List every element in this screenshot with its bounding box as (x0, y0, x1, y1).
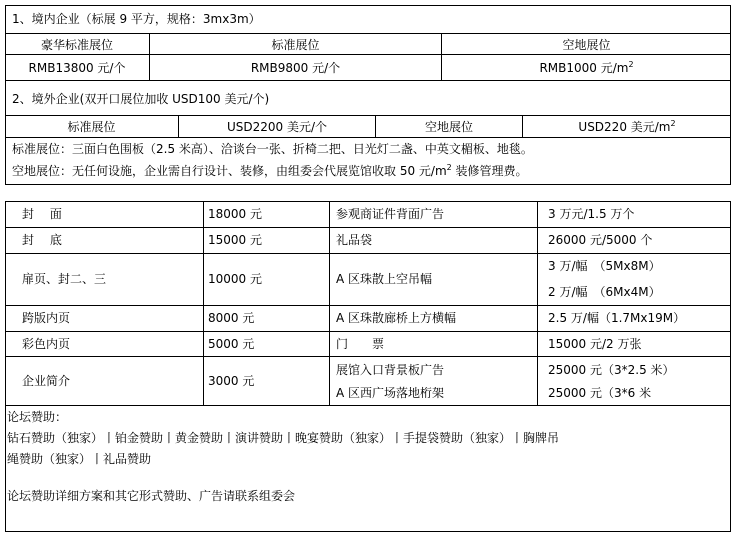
ad-item-color-page: 彩色内页 (22, 337, 71, 351)
space-booth-header: 空地展位 (562, 38, 611, 52)
ad-item-entrance-board: 展馆入口背景板广告 (336, 363, 445, 377)
ad-price-company-profile: 3000 元 (208, 374, 255, 388)
ad-price-color-page: 5000 元 (208, 337, 255, 351)
ad-item-front-cover: 封 面 (22, 207, 62, 221)
ad-price-plaza-truss: 25000 元（3*6 米 (548, 386, 652, 400)
ad-price-entrance-board: 25000 元（3*2.5 米） (548, 363, 675, 377)
ad-price-inside-covers: 10000 元 (208, 272, 262, 286)
ad-price-hanging-banner-large: 3 万/幅 （5Mx8M） (548, 259, 661, 273)
ad-item-spread-page: 跨版内页 (22, 311, 71, 325)
ad-price-front-cover: 18000 元 (208, 207, 262, 221)
ad-price-ticket: 15000 元/2 万张 (548, 337, 642, 351)
ad-item-inside-covers: 扉页、封二、三 (22, 272, 107, 286)
ad-item-badge-back: 参观商证件背面广告 (336, 207, 445, 221)
ad-item-ticket: 门 票 (336, 337, 385, 351)
ad-price-badge-back: 3 万元/1.5 万个 (548, 207, 635, 221)
ad-item-company-profile: 企业简介 (22, 374, 71, 388)
ad-item-plaza-truss: A 区西广场落地桁架 (336, 386, 445, 400)
deluxe-booth-header: 豪华标准展位 (40, 38, 113, 52)
space-booth-note: 空地展位：无任何设施，企业需自行设计、装修，由组委会代展览馆收取 50 元$/m^2$ 装修管理费。 (12, 163, 528, 178)
ad-item-gift-bag: 礼品袋 (336, 233, 373, 247)
ad-item-bridge-banner: A 区珠散廊桥上方横幅 (336, 311, 457, 325)
forum-sponsor-list-line2: 绳赞助（独家）丨礼品赞助 (7, 452, 152, 466)
ad-price-back-cover: 15000 元 (208, 233, 262, 247)
space-booth-price: RMB1000 元$/m^2$ (539, 60, 634, 75)
standard-booth-price: RMB9800 元/个 (250, 61, 341, 75)
overseas-standard-price: USD2200 美元/个 (226, 120, 328, 134)
ad-price-spread-page: 8000 元 (208, 311, 255, 325)
standard-booth-header: 标准展位 (271, 38, 320, 52)
overseas-space-label: 空地展位 (424, 120, 473, 134)
ad-item-hanging-banner: A 区珠散上空吊幅 (336, 272, 433, 286)
forum-title: 论坛赞助： (7, 410, 68, 424)
forum-contact-note: 论坛赞助详细方案和其它形式赞助、广告请联系组委会 (7, 489, 296, 503)
overseas-title: 2、境外企业(双开口展位加收 USD100 美元/个) (12, 92, 270, 106)
forum-sponsor-list-line1: 钻石赞助（独家）丨铂金赞助丨黄金赞助丨演讲赞助丨晚宴赞助（独家）丨手提袋赞助（独家）丨胸牌吊 (7, 431, 560, 445)
overseas-standard-label: 标准展位 (67, 120, 116, 134)
ad-price-bridge-banner: 2.5 万/幅（1.7Mx19M） (548, 311, 686, 325)
ad-price-hanging-banner-small: 2 万/幅 （6Mx4M） (548, 285, 661, 299)
deluxe-booth-price: RMB13800 元/个 (28, 61, 126, 75)
domestic-title: 1、境内企业（标展 9 平方，规格：3mx3m） (12, 12, 261, 26)
ad-item-back-cover: 封 底 (22, 233, 62, 247)
ad-price-gift-bag: 26000 元/5000 个 (548, 233, 653, 247)
overseas-space-price: USD220 美元$/m^2$ (578, 119, 676, 134)
standard-booth-note: 标准展位：三面白色围板（2.5 米高）、洽谈台一张、折椅二把、日光灯二盏、中英文楣板、地毯。 (12, 142, 533, 156)
